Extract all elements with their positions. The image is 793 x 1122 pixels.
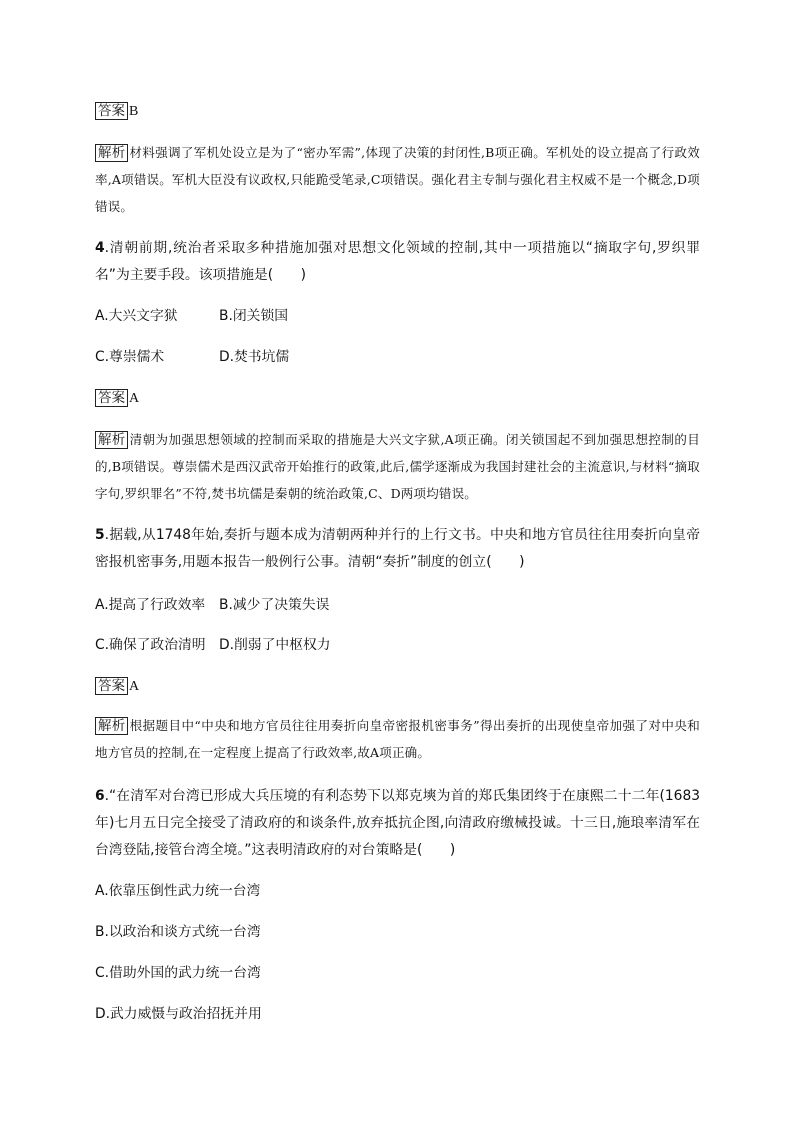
- option-d: D.焚书坑儒: [219, 349, 290, 365]
- option-c: C.尊崇儒术: [95, 349, 165, 365]
- q4-options-row-1: [95, 307, 700, 325]
- answer-value: B: [129, 104, 139, 119]
- q5-answer: [95, 677, 700, 696]
- q3-analysis: [95, 139, 700, 220]
- q4-analysis: [95, 426, 700, 507]
- analysis-tag: 解析: [95, 431, 128, 449]
- analysis-text: 清朝为加强思想领域的控制而采取的措施是大兴文字狱,A项正确。闭关锁国起不到加强思想控制的目的,B项错误。尊崇儒术是西汉武帝开始推行的政策,此后,儒学逐渐成为我国封建社会的主流意识,与材料“摘取字句,罗织罪名”不符,焚书坑儒是秦朝的统治政策,C、D两项均错误。: [95, 432, 700, 501]
- q4-answer: [95, 389, 700, 408]
- q5-stem: 5.据载,从1748年始,奏折与题本成为清朝两种并行的上行文书。中央和地方官员往往用奏折向皇帝密报机密事务,用题本报告一般例行公事。清朝“奏折”制度的创立( ): [95, 527, 700, 570]
- option-b: B.减少了决策失误: [219, 597, 330, 613]
- q6-option-a: A.依靠压倒性武力统一台湾: [95, 883, 261, 899]
- answer-tag: 答案: [95, 677, 128, 695]
- q3-answer: [95, 102, 700, 121]
- q6-option-b: B.以政治和谈方式统一台湾: [95, 924, 261, 940]
- analysis-tag: 解析: [95, 144, 128, 162]
- answer-value: A: [129, 391, 140, 406]
- option-a: A.大兴文字狱: [95, 308, 178, 324]
- answer-tag: 答案: [95, 102, 128, 120]
- q6-option-d: D.武力威慑与政治招抚并用: [95, 1006, 262, 1022]
- question-number: 4: [95, 240, 105, 256]
- question-text: 据载,从1748年始,奏折与题本成为清朝两种并行的上行文书。中央和地方官员往往用奏折向皇帝密报机密事务,用题本报告一般例行公事。清朝“奏折”制度的创立( ): [95, 527, 700, 570]
- option-c: C.确保了政治清明: [95, 637, 206, 653]
- analysis-text: 根据题目中“中央和地方官员往往用奏折向皇帝密报机密事务”得出奏折的出现使皇帝加强了对中央和地方官员的控制,在一定程度上提高了行政效率,故A项正确。: [95, 718, 700, 760]
- option-d: D.削弱了中枢权力: [219, 637, 331, 653]
- question-number: 5: [95, 527, 105, 543]
- question-text: “在清军对台湾已形成大兵压境的有利态势下以郑克塽为首的郑氏集团终于在康熙二十二年(1683年)七月五日完全接受了清政府的和谈条件,放弃抵抗企图,向清政府缴械投诚。十三日,施琅率清军在台湾登陆,接管台湾全境。”这表明清政府的对台策略是( ): [95, 788, 700, 858]
- q6-stem: 6.“在清军对台湾已形成大兵压境的有利态势下以郑克塽为首的郑氏集团终于在康熙二十二年(1683年)七月五日完全接受了清政府的和谈条件,放弃抵抗企图,向清政府缴械投诚。十三日,施琅率清军在台湾登陆,接管台湾全境。”这表明清政府的对台策略是( ): [95, 788, 700, 858]
- answer-tag: 答案: [95, 389, 128, 407]
- q6-option-c: C.借助外国的武力统一台湾: [95, 965, 261, 981]
- analysis-tag: 解析: [95, 717, 128, 735]
- q5-analysis: [95, 712, 700, 766]
- question-number: 6: [95, 788, 105, 804]
- option-a: A.提高了行政效率: [95, 597, 206, 613]
- q5-options-row-2: [95, 636, 700, 654]
- q4-stem: 4.清朝前期,统治者采取多种措施加强对思想文化领域的控制,其中一项措施以“摘取字句,罗织罪名”为主要手段。该项措施是( ): [95, 240, 700, 283]
- q4-options-row-2: [95, 348, 700, 366]
- question-text: 清朝前期,统治者采取多种措施加强对思想文化领域的控制,其中一项措施以“摘取字句,罗织罪名”为主要手段。该项措施是( ): [95, 240, 700, 283]
- option-b: B.闭关锁国: [219, 308, 289, 324]
- answer-value: A: [129, 679, 140, 694]
- q5-options-row-1: [95, 596, 700, 614]
- analysis-text: 材料强调了军机处设立是为了“密办军需”,体现了决策的封闭性,B项正确。军机处的设立提高了行政效率,A项错误。军机大臣没有议政权,只能跪受笔录,C项错误。强化君主专制与强化君主权威不是一个概念,D项错误。: [95, 145, 700, 214]
